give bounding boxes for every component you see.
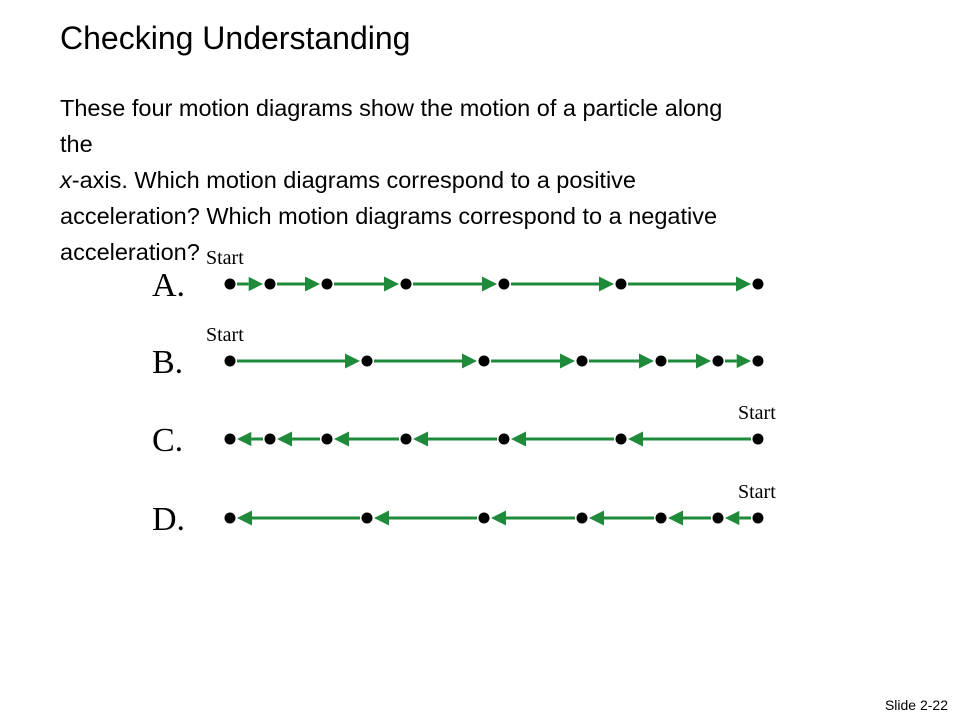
velocity-arrow-head (462, 354, 477, 369)
slide-title: Checking Understanding (60, 20, 411, 56)
particle-dot (499, 434, 510, 445)
velocity-arrow-head (249, 277, 263, 291)
question-variable: x (60, 167, 72, 193)
question-line: These four motion diagrams show the motion of a particle along (60, 95, 723, 121)
particle-dot (713, 356, 724, 367)
velocity-arrow-head (237, 511, 252, 526)
velocity-arrow-head (511, 432, 526, 447)
slide-number: Slide 2-22 (884, 697, 948, 713)
velocity-arrow-head (305, 277, 320, 292)
question-line: acceleration? (60, 239, 200, 265)
particle-dot (322, 434, 333, 445)
particle-dot (616, 279, 627, 290)
velocity-arrow-head (345, 354, 360, 369)
particle-dot (225, 356, 236, 367)
velocity-arrow-head (491, 511, 506, 526)
question-line: the (60, 131, 93, 157)
particle-dot (479, 513, 490, 524)
particle-dot (753, 356, 764, 367)
velocity-arrow-head (384, 277, 399, 292)
velocity-arrow-head (334, 432, 349, 447)
particle-dot (616, 434, 627, 445)
start-label: Start (738, 402, 776, 424)
start-label: Start (738, 481, 776, 503)
velocity-arrow-head (560, 354, 575, 369)
particle-dot (577, 356, 588, 367)
velocity-arrow-head (668, 511, 683, 526)
row-letter: D. (152, 501, 186, 538)
question-line: acceleration? Which motion diagrams correspond to a negative (60, 203, 718, 229)
particle-dot (753, 513, 764, 524)
velocity-arrow-head (277, 432, 292, 447)
particle-dot (656, 356, 667, 367)
particle-dot (401, 434, 412, 445)
start-label: Start (206, 247, 244, 269)
velocity-arrow-head (696, 354, 711, 369)
particle-dot (753, 279, 764, 290)
particle-dot (499, 279, 510, 290)
velocity-arrow-head (237, 432, 251, 446)
velocity-arrow-head (482, 277, 497, 292)
velocity-arrow-head (736, 277, 751, 292)
particle-dot (225, 513, 236, 524)
start-label: Start (206, 324, 244, 346)
particle-dot (265, 279, 276, 290)
row-letter: B. (152, 344, 184, 381)
question-line-text: -axis. Which motion diagrams correspond to a positive (71, 167, 636, 193)
particle-dot (401, 279, 412, 290)
particle-dot (362, 513, 373, 524)
particle-dot (753, 434, 764, 445)
particle-dot (362, 356, 373, 367)
particle-dot (225, 434, 236, 445)
velocity-arrow-head (628, 432, 643, 447)
velocity-arrow-head (737, 354, 751, 368)
velocity-arrow-head (639, 354, 654, 369)
particle-dot (577, 513, 588, 524)
particle-dot (265, 434, 276, 445)
row-letter: C. (152, 422, 184, 459)
velocity-arrow-head (374, 511, 389, 526)
particle-dot (479, 356, 490, 367)
particle-dot (656, 513, 667, 524)
particle-dot (225, 279, 236, 290)
particle-dot (322, 279, 333, 290)
row-letter: A. (152, 267, 186, 304)
velocity-arrow-head (725, 511, 739, 525)
velocity-arrow-head (589, 511, 604, 526)
particle-dot (713, 513, 724, 524)
velocity-arrow-head (599, 277, 614, 292)
velocity-arrow-head (413, 432, 428, 447)
